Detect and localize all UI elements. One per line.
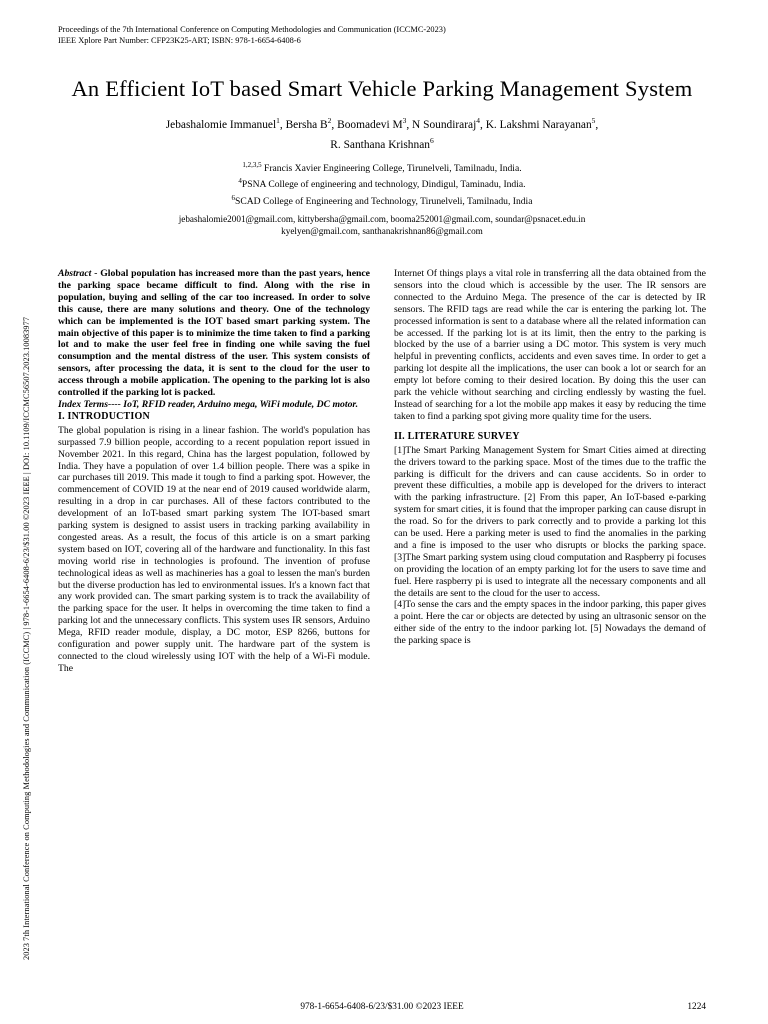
introduction-continued: Internet Of things plays a vital role in transferring all the data obtained from the sensors into the cloud which is accessible by the user. The IR sensors are connected to the Arduino Mega. The presence of the car is detected by IR sensors. The RFID tags are read while the car is entering the parking lot. The processed information is sent to a database where all the related information can be accessed. If the parking lot is at its limit, then the entry to the parking is blocked by the use of a barrier using a DC motor. This system is very much helpful in preventing conflicts, accidents and even saves time. In order to get a parking lot despite all the implications, the user can book a lot or search for an empty lot before coming to their desired location. By doing this the user can park the vehicle without searching and circling endlessly by wasting the fuel. Instead of searching for a lot the mobile app makes it easy by reducing the time taken to find a parking spot giving more quality time for the users. — [394, 268, 706, 422]
proceedings-line-1: Proceedings of the 7th International Conference on Computing Methodologies and Communication (ICCMC-2023) — [58, 25, 446, 34]
ieee-copyright-strip: 2023 7th International Conference on Computing Methodologies and Communication (ICCMC) | 978-1-6654-6408-6/23/$31.00 ©2023 IEEE | DOI: 10.1109/ICCMC56507.2023.10083977 — [22, 316, 31, 960]
affiliation-2: $^4$PSNA College of engineering and technology, Dindigul, Taminadu, India. — [238, 177, 526, 191]
footer-copyright: 978-1-6654-6408-6/23/$31.00 ©2023 IEEE — [300, 1002, 464, 1012]
right-column — [394, 268, 706, 675]
authors-line-1: Jebashalomie Immanuel$^1$, Bersha $B^2$, Boomadevi $M^3$, N Soundiraraj$^4$, K. Lakshmi Narayanan$^5$, — [165, 116, 599, 131]
email-line-2: kyelyen@gmail.com, santhanakrishnan86@gmail.com — [281, 225, 483, 236]
abstract-text: Global population has increased more than the past years, hence the parking space became difficult to find. Along with the rise in population, buying and selling of the car too increased. In order to solve this cause, there are many solutions and theory. One of the technology which can be implemented is the IOT based smart parking system. The main objective of this paper is to minimize the time taken to find a parking lot and to make the user feel free in finding one while saving the fuel consumption and the mental distress of the user. This system consists of sensors, after processing the data, it is sent to the cloud for the user to access through a mobile application. The opening to the parking lot is also controlled if the parking lot is packed. — [58, 268, 370, 399]
introduction-paragraph: The global population is rising in a linear fashion. The world's population has surpassed 7.9 billion people, according to a recent population report issued in November 2021. In this regard, China has the largest population, followed by India. They have a population of over 1.4 billion people. There was a spike in car purchases till 2019. This made it tough to find a parking spot. However, the commencement of COVID 19 at the near end of 2019 caused worldwide alarm, resulting in a drop in car purchases. All of these factors contributed to the development of an IoT-based smart parking system The IOT-based smart parking system is designed to assist users in tracking parking availability in congested areas. As a result, the focus of this article is on a smart parking system based on IOT, covering all of the hardware and functionality. In this fast moving world rise in technologies is profound. The invention of profuse technological ideas as well as machineries has a goal to lessen the man's burden but the diverse production has led to environmental issues. It's a known fact that any work provided can. The smart parking system is to track the availability of the parking space for the user. It helps in overcoming the time taken to find a parking lot and the unnecessary conflicts. This system uses IR sensors, Arduino Mega, RFID reader module, display, a DC motor, ESP 8266, buttons for configuration and power supply unit. The hardware part of the system is connected to the cloud wirelessly using IOT with the help of a Wi-Fi module. The — [58, 424, 370, 674]
proceedings-line-2: IEEE Xplore Part Number: CFP23K25-ART; ISBN: 978-1-6654-6408-6 — [58, 36, 301, 45]
email-line-1: jebashalomie2001@gmail.com, kittybersha@gmail.com, booma252001@gmail.com, soundar@psnacet.edu.in — [178, 213, 586, 224]
affiliation-1: $^{1,2,3,5}$ Francis Xavier Engineering College, Tirunelveli, Tamilnadu, India. — [242, 160, 522, 174]
page-title: An Efficient IoT based Smart Vehicle Parking Management System — [71, 76, 693, 101]
literature-paragraph-1: [1]The Smart Parking Management System for Smart Cities aimed at directing the drivers toward to the parking space. Most of the times due to the traffic the parking is difficult for the drivers and can cause accidents. So in order to prevent these difficulties, a mobile app is developed for the drivers to interact with the parking infrastructure. [2] From this paper, An IoT-based e-parking system for smart cities, it is found that the improper parking can cause disrupt in the road. So for the drivers to park correctly and to provide a parking lot this can be used. Here a parking meter is used to find the anomalies in the parking and a fine is imposed to the user who disrupts or blocks the parking space. [3]The Smart parking system using cloud computation and Raspberry pi focuses on providing the location of an empty parking lot for the users to save time and fuel. Here raspberry pi is used to integrate all the necessary components and all the details are sent to the cloud for the user to access. — [394, 444, 706, 599]
sidebar-watermark — [0, 0, 40, 1024]
section-heading-literature-survey: II. LITERATURE SURVEY — [394, 430, 520, 442]
affiliation-3: $^6$SCAD College of Engineering and Technology, Tirunelveli, Tamilnadu, India — [231, 194, 533, 208]
author-emails — [58, 213, 706, 237]
authors — [58, 113, 706, 153]
left-column — [58, 268, 370, 675]
literature-paragraph-2: [4]To sense the cars and the empty spaces in the indoor parking, this paper gives a point. Here the car or objects are detected by using an ultrasonic sensor on the either side of the entry to the indoor parking lot. [5] Nowadays the demand of the parking space is — [394, 599, 706, 647]
index-terms: Index Terms---- IoT, RFID reader, Arduino mega, WiFi module, DC motor. — [58, 398, 359, 410]
two-column-body — [58, 268, 706, 675]
affiliations — [58, 159, 706, 209]
section-heading-introduction: I. INTRODUCTION — [58, 410, 150, 422]
proceedings-header — [58, 24, 706, 46]
page-content — [58, 0, 706, 1024]
abstract-block — [58, 268, 370, 399]
footer-page-number: 1224 — [687, 1002, 706, 1012]
abstract-label: Abstract - — [58, 268, 98, 279]
authors-line-2: R. Santhana Krishnan$^6$ — [330, 135, 434, 151]
